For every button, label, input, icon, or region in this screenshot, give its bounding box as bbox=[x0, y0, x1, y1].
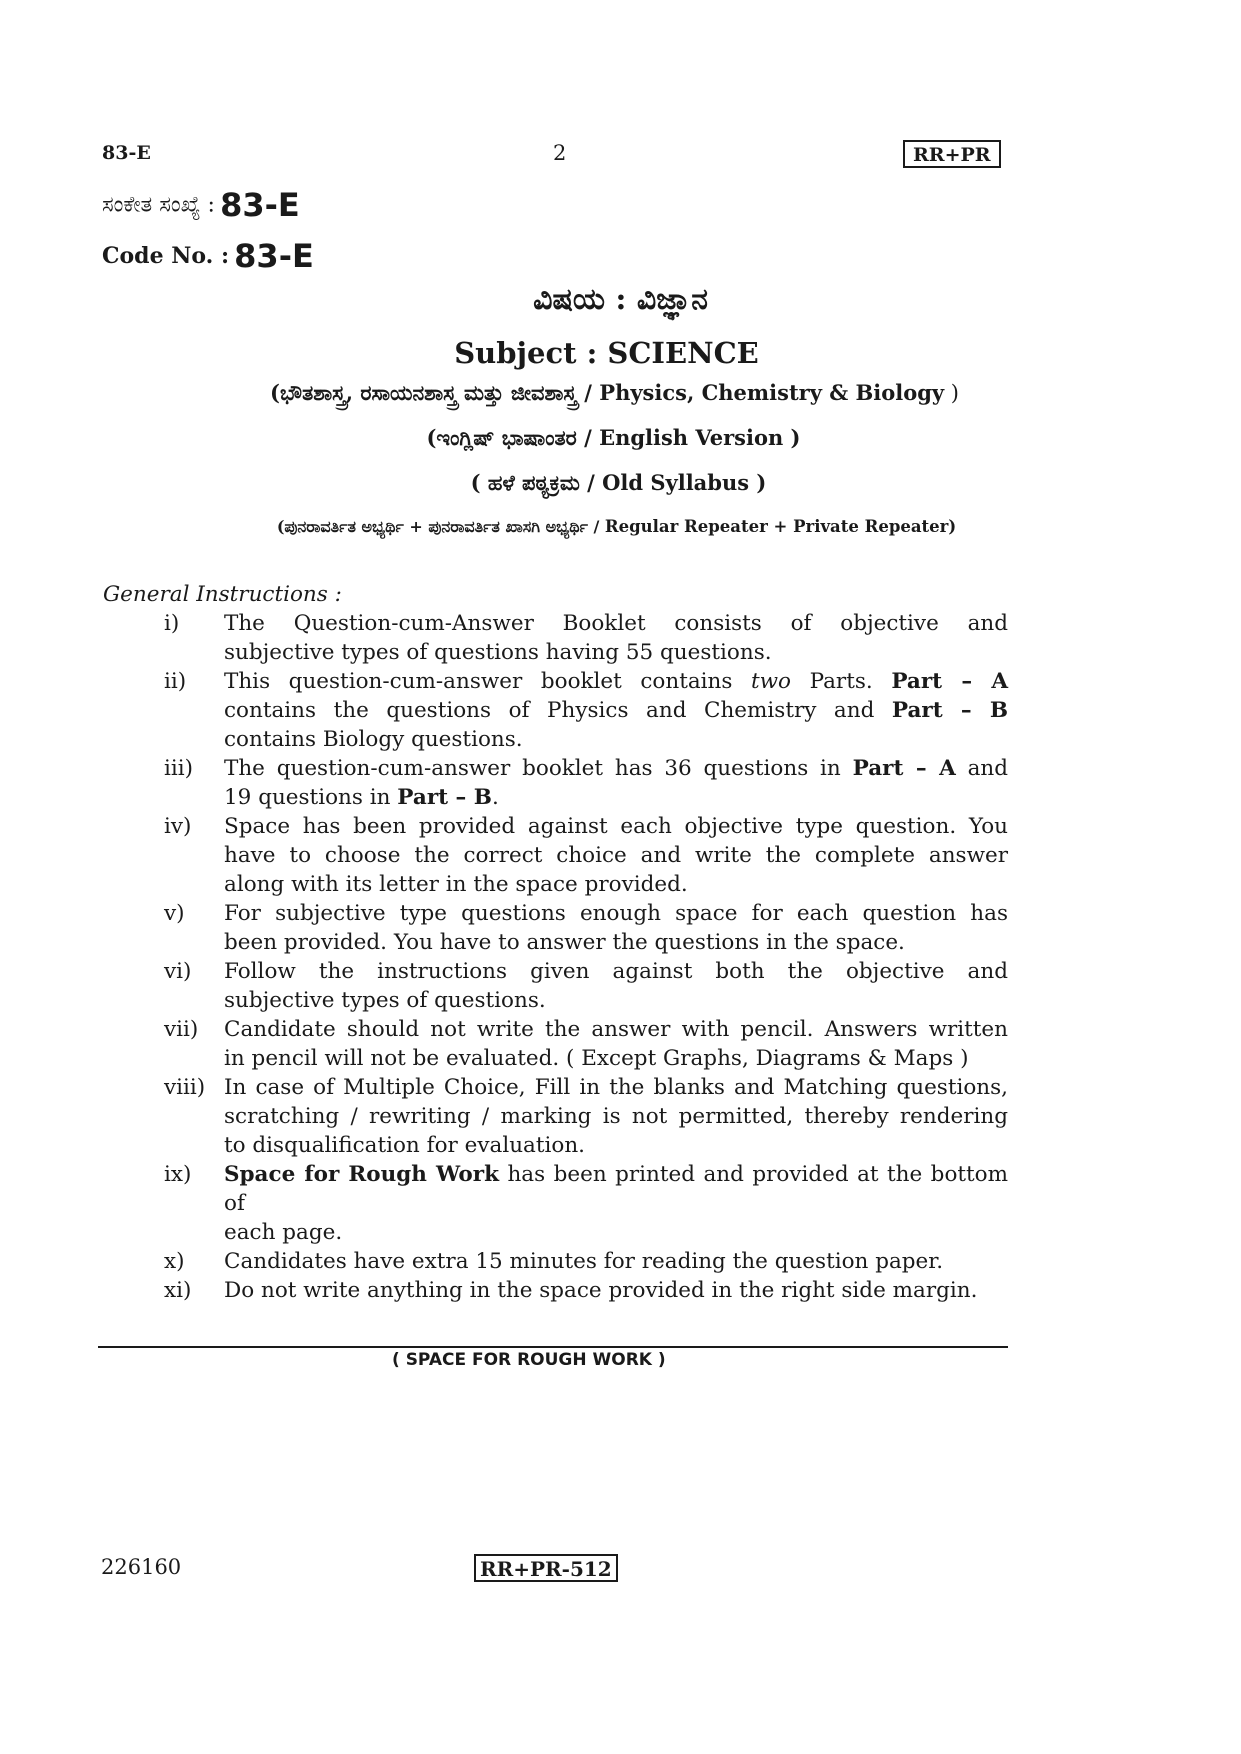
instruction-line: been provided. You have to answer the questions in the space. bbox=[224, 930, 905, 955]
instruction-item bbox=[103, 812, 1008, 899]
instruction-number: xi) bbox=[164, 1278, 192, 1303]
instruction-line: each page. bbox=[224, 1220, 343, 1245]
syllabus-line bbox=[0, 470, 1239, 496]
candidate-english: Regular Repeater + Private Repeater) bbox=[604, 517, 957, 536]
instruction-item bbox=[103, 667, 1008, 754]
instruction-line bbox=[224, 696, 1008, 725]
syllabus-kannada: ( ಹಳೆ ಪಠ್ಯಕ್ರಮ / bbox=[470, 470, 603, 495]
footer-serial: 226160 bbox=[101, 1555, 182, 1579]
instruction-line: subjective types of questions. bbox=[224, 988, 546, 1013]
instruction-text: and bbox=[955, 756, 1008, 781]
instruction-line bbox=[224, 667, 1008, 696]
instruction-line bbox=[224, 1160, 1008, 1218]
part-a-label: Part – A bbox=[891, 669, 1009, 694]
version-kannada: (ಇಂಗ್ಲಿಷ್ ಭಾಷಾಂತರ / bbox=[426, 425, 600, 450]
kannada-code-line bbox=[102, 186, 300, 224]
instruction-item bbox=[103, 1247, 1008, 1276]
english-code-label: Code No. : bbox=[102, 243, 230, 269]
header-tag: RR+PR bbox=[903, 140, 1001, 168]
part-b-label: Part – B bbox=[891, 698, 1008, 723]
part-b-label: Part – B bbox=[397, 785, 492, 810]
instruction-item bbox=[103, 957, 1008, 1015]
instruction-line: For subjective type questions enough space for each question has bbox=[224, 901, 1008, 926]
instruction-text: This question-cum-answer booklet contains bbox=[224, 669, 752, 694]
instruction-line: in pencil will not be evaluated. ( Except Graphs, Diagrams & Maps ) bbox=[224, 1046, 969, 1071]
instruction-text: has been printed and provided at the bottom of bbox=[224, 1162, 1008, 1216]
instruction-number: ii) bbox=[164, 669, 187, 694]
instruction-number: iii) bbox=[164, 756, 194, 781]
instruction-line: Follow the instructions given against both the objective and bbox=[224, 959, 1008, 984]
english-code-line bbox=[102, 237, 314, 275]
instruction-line: The Question-cum-Answer Booklet consists of objective and bbox=[224, 611, 1008, 636]
instruction-item bbox=[103, 1073, 1008, 1160]
instruction-line: contains Biology questions. bbox=[224, 727, 523, 752]
branches-kannada: (ಭೌತಶಾಸ್ತ್ರ, ರಸಾಯನಶಾಸ್ತ್ರ ಮತ್ತು ಜೀವಶಾಸ್ತ್ರ / bbox=[270, 380, 600, 405]
syllabus-english: Old Syllabus ) bbox=[602, 470, 767, 495]
instruction-text: . bbox=[491, 785, 499, 810]
part-a-label: Part – A bbox=[852, 756, 956, 781]
instruction-number: v) bbox=[164, 901, 185, 926]
instruction-line: subjective types of questions having 55 questions. bbox=[224, 640, 772, 665]
instruction-number: i) bbox=[164, 611, 180, 636]
instruction-line: Candidate should not write the answer with pencil. Answers written bbox=[224, 1017, 1008, 1042]
kannada-code-label: ಸಂಕೇತ ಸಂಖ್ಯೆ : bbox=[102, 192, 215, 218]
instruction-line: to disqualification for evaluation. bbox=[224, 1133, 585, 1158]
instruction-item bbox=[103, 1276, 1008, 1305]
instruction-line bbox=[224, 783, 1008, 812]
branches-line bbox=[0, 380, 1235, 406]
instruction-text: contains the questions of Physics and Chemistry and bbox=[224, 698, 892, 723]
footer-code: RR+PR-512 bbox=[474, 1554, 618, 1582]
instruction-line: Candidates have extra 15 minutes for reading the question paper. bbox=[224, 1249, 944, 1274]
subject-title: Subject : SCIENCE bbox=[454, 336, 759, 370]
version-english: English Version ) bbox=[599, 425, 801, 450]
branches-english: Physics, Chemistry & Biology bbox=[599, 380, 945, 405]
version-line bbox=[0, 425, 1234, 451]
instruction-emphasis: two bbox=[751, 669, 792, 694]
candidate-kannada: (ಪುನರಾವರ್ತಿತ ಅಭ್ಯರ್ಥಿ + ಪುನರಾವರ್ತಿತ ಖಾಸಗಿ ಅಭ್ಯರ್ಥಿ / bbox=[276, 517, 605, 536]
rough-work-divider bbox=[98, 1346, 1008, 1348]
rough-work-label: ( SPACE FOR ROUGH WORK ) bbox=[392, 1350, 666, 1370]
kannada-subject-title: ವಿಷಯ : ವಿಜ್ಞಾನ bbox=[533, 282, 708, 317]
general-instructions bbox=[103, 580, 1008, 1305]
instruction-item bbox=[103, 1160, 1008, 1247]
rough-work-emphasis: Space for Rough Work bbox=[224, 1162, 499, 1187]
kannada-code-value: 83-E bbox=[220, 186, 300, 224]
instruction-line bbox=[224, 754, 1008, 783]
instruction-text: 19 questions in bbox=[224, 785, 398, 810]
instruction-line: along with its letter in the space provided. bbox=[224, 872, 688, 897]
instructions-heading: General Instructions : bbox=[103, 582, 342, 607]
instruction-number: vii) bbox=[164, 1017, 199, 1042]
instruction-line: Do not write anything in the space provided in the right side margin. bbox=[224, 1278, 978, 1303]
instruction-item bbox=[103, 754, 1008, 812]
instruction-number: ix) bbox=[164, 1162, 192, 1187]
header-code: 83-E bbox=[102, 142, 151, 164]
instruction-item bbox=[103, 899, 1008, 957]
instruction-text: Parts. bbox=[791, 669, 892, 694]
instruction-line: Space has been provided against each objective type question. You bbox=[224, 814, 1008, 839]
branches-close: ) bbox=[944, 381, 959, 405]
page-number: 2 bbox=[553, 141, 567, 165]
instruction-line: scratching / rewriting / marking is not permitted, thereby rendering bbox=[224, 1104, 1008, 1129]
instruction-text: The question-cum-answer booklet has 36 questions in bbox=[224, 756, 853, 781]
instruction-item bbox=[103, 1015, 1008, 1073]
instruction-number: viii) bbox=[164, 1075, 206, 1100]
instruction-line: In case of Multiple Choice, Fill in the blanks and Matching questions, bbox=[224, 1075, 1008, 1100]
candidate-line bbox=[0, 517, 1237, 537]
instruction-item bbox=[103, 609, 1008, 667]
instruction-number: vi) bbox=[164, 959, 192, 984]
instruction-number: x) bbox=[164, 1249, 185, 1274]
english-code-value: 83-E bbox=[234, 237, 314, 275]
instruction-line: have to choose the correct choice and write the complete answer bbox=[224, 843, 1008, 868]
instruction-number: iv) bbox=[164, 814, 192, 839]
